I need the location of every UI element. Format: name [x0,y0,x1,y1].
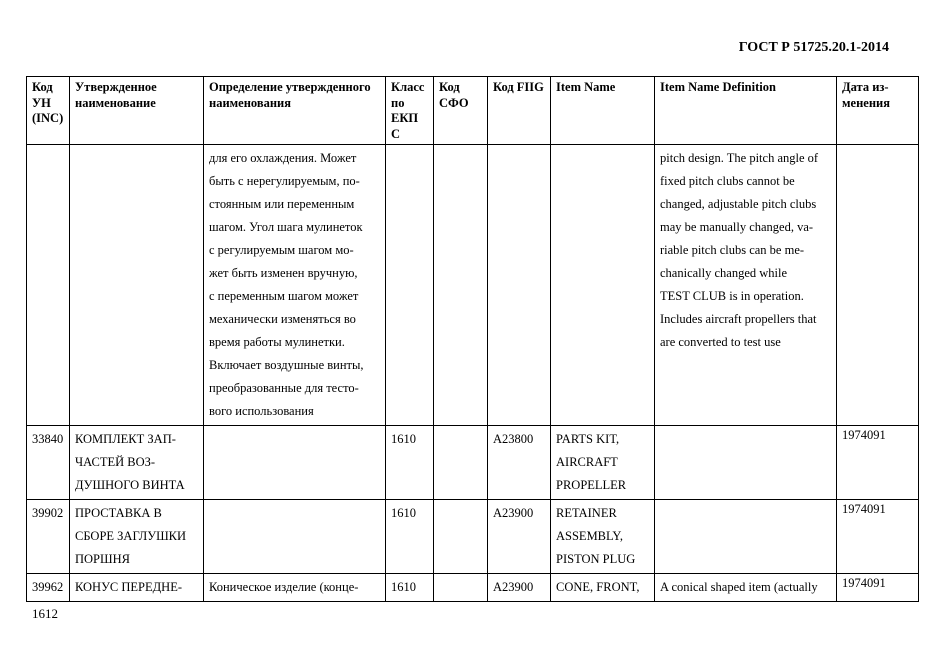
definition-line: жет быть изменен вручную, [209,266,358,280]
document-title: ГОСТ Р 51725.20.1-2014 [738,40,889,55]
cell-item-name [551,574,655,602]
item-name-line: PROPELLER [556,478,627,492]
cell-definition [204,426,386,500]
definition-line: время работы мулинетки. [209,335,345,349]
cell-item-name [551,426,655,500]
name-line: ПРОСТАВКА В [75,506,162,520]
name-line: КОНУС ПЕРЕДНЕ- [75,580,182,594]
table-row [27,574,919,602]
cell-item-name [551,500,655,574]
cell-fiig [488,145,551,426]
cell-item-definition [655,145,837,426]
item-definition-line: riable pitch clubs can be me- [660,243,805,257]
name-line: ЧАСТЕЙ ВОЗ- [75,455,156,469]
header-change-date: Дата из-менения [837,77,919,145]
cell-class [386,145,434,426]
cell-sfo [434,145,488,426]
header-fiig: Код FIIG [488,77,551,145]
name-line: СБОРЕ ЗАГЛУШКИ [75,529,187,543]
item-definition-line: are converted to test use [660,335,781,349]
cell-class: 1610 [386,500,434,574]
cell-inc: 33840 [27,426,70,500]
item-name-line: PARTS KIT, [556,432,620,446]
cell-definition [204,145,386,426]
table-header-row [27,77,919,145]
definition-line: для его охлаждения. Может [209,151,357,165]
item-name-line: PISTON PLUG [556,552,636,566]
item-definition-line: TEST CLUB is in operation. [660,289,804,303]
cell-sfo [434,500,488,574]
cell-item-name [551,145,655,426]
page-number: 1612 [32,606,58,621]
cell-date: 1974091 [837,500,919,574]
cell-item-definition [655,574,837,602]
item-definition-line: Includes aircraft propellers that [660,312,817,326]
header-sfo: Код СФО [434,77,488,145]
cell-sfo [434,574,488,602]
cell-class: 1610 [386,574,434,602]
table-row [27,500,919,574]
item-definition-line: A conical shaped item (actually [660,580,818,594]
definition-line: с регулируемым шагом мо- [209,243,354,257]
header-class: Класс по ЕКП С [386,77,434,145]
cell-definition [204,574,386,602]
item-name-line: ASSEMBLY, [556,529,623,543]
item-definition-line: fixed pitch clubs cannot be [660,174,795,188]
definition-line: вого использования [209,404,314,418]
cell-item-definition [655,426,837,500]
cell-sfo [434,426,488,500]
item-definition-line: chanically changed while [660,266,788,280]
header-approved-name: Утвержденное наименование [70,77,204,145]
cell-date: 1974091 [837,574,919,602]
item-definition-line: may be manually changed, va- [660,220,814,234]
definition-line: с переменным шагом может [209,289,359,303]
definition-line: шагом. Угол шага мулинеток [209,220,363,234]
cell-definition [204,500,386,574]
item-definition-line: changed, adjustable pitch clubs [660,197,817,211]
table-row [27,426,919,500]
cell-name [70,426,204,500]
definition-line: быть с нерегулируемым, по- [209,174,360,188]
header-inc: Код УН (INC) [27,77,70,145]
cell-fiig: A23900 [488,500,551,574]
name-line: ПОРШНЯ [75,552,130,566]
name-line: ДУШНОГО ВИНТА [75,478,185,492]
item-name-line: RETAINER [556,506,617,520]
item-name-line: AIRCRAFT [556,455,618,469]
item-name-line: CONE, FRONT, [556,580,640,594]
cell-inc [27,145,70,426]
definition-line: Коническое изделие (конце- [209,580,359,594]
cell-date: 1974091 [837,426,919,500]
catalog-table [26,76,919,602]
cell-item-definition [655,500,837,574]
header-item-name: Item Name [551,77,655,145]
cell-inc: 39962 [27,574,70,602]
cell-name [70,145,204,426]
definition-line: механически изменяться во [209,312,356,326]
cell-name [70,574,204,602]
table-row [27,145,919,426]
cell-fiig: A23900 [488,574,551,602]
cell-name [70,500,204,574]
definition-line: стоянным или переменным [209,197,355,211]
header-definition: Определение утвержденного наименования [204,77,386,145]
definition-line: преобразованные для тесто- [209,381,359,395]
header-item-name-definition: Item Name Definition [655,77,837,145]
cell-inc: 39902 [27,500,70,574]
definition-line: Включает воздушные винты, [209,358,364,372]
cell-date [837,145,919,426]
cell-class: 1610 [386,426,434,500]
item-definition-line: pitch design. The pitch angle of [660,151,819,165]
name-line: КОМПЛЕКТ ЗАП- [75,432,176,446]
cell-fiig: A23800 [488,426,551,500]
